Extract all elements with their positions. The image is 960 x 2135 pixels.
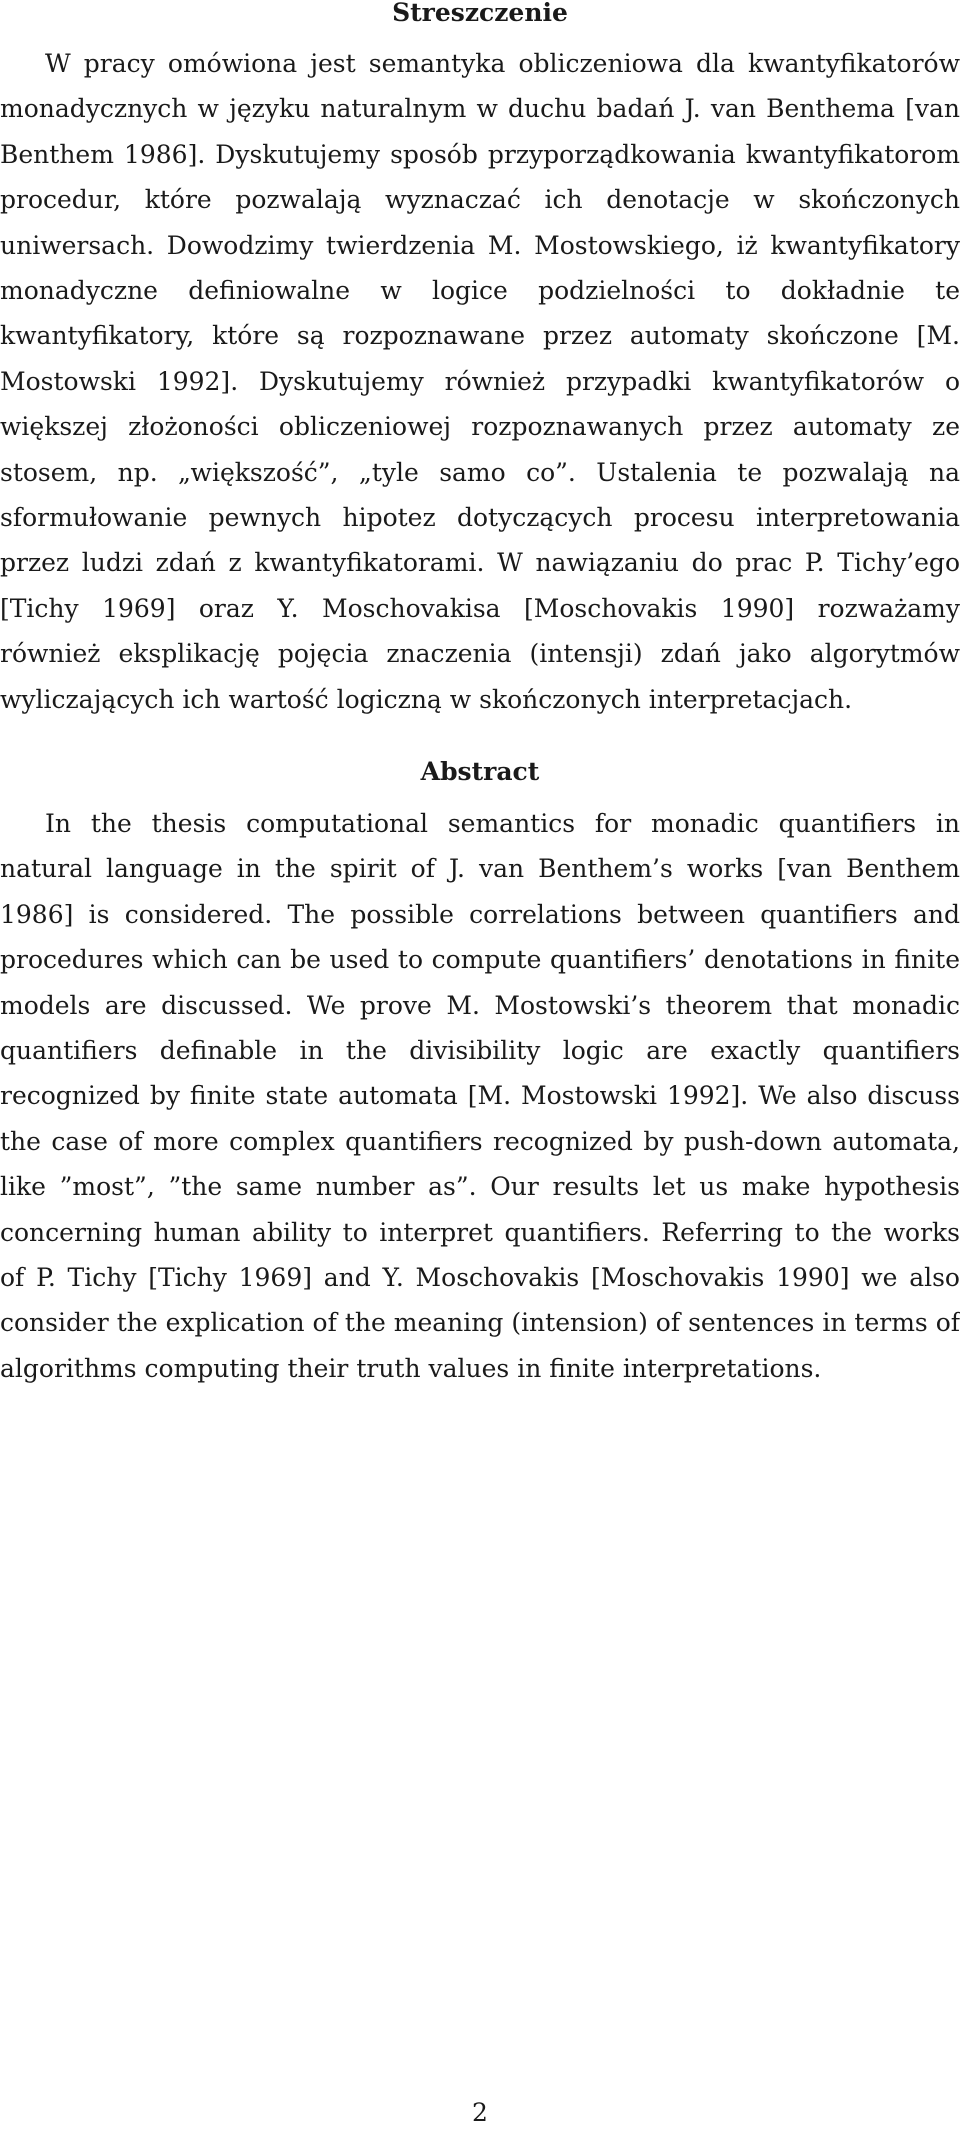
- section-body-streszczenie: W pracy omówiona jest semantyka obliczeniowa dla kwantyfikatorów monadycznych w języku naturalnym w duchu badań J. van Benthema [van Benthem 1986]. Dyskutujemy sposób przyporządkowania kwantyfikatorom procedur, które pozwalają wyznaczać ich denotacje w skończonych uniwersach. Dowodzimy twierdzenia M. Mostowskiego, iż kwantyfikatory monadyczne definiowalne w logice podzielności to dokładnie te kwantyfikatory, które są rozpoznawane przez automaty skończone [M. Mostowski 1992]. Dyskutujemy również przypadki kwantyfikatorów o większej złożoności obliczeniowej rozpoznawanych przez automaty ze stosem, np. „większość”, „tyle samo co”. Ustalenia te pozwalają na sformułowanie pewnych hipotez dotyczących procesu interpretowania przez ludzi zdań z kwantyfikatorami. W nawiązaniu do prac P. Tichy’ego [Tichy 1969] oraz Y. Moschovakisa [Moschovakis 1990] rozważamy również eksplikację pojęcia znaczenia (intensji) zdań jako algorytmów wyliczających ich wartość logiczną w skończonych interpretacjach.: [0, 49, 960, 714]
- section-heading-streszczenie: Streszczenie: [392, 0, 568, 27]
- section-heading-abstract: Abstract: [420, 757, 540, 786]
- section-body-abstract: In the thesis computational semantics for monadic quantifiers in natural language in the spirit of J. van Benthem’s works [van Benthem 1986] is considered. The possible correlations between quantifiers and procedures which can be used to compute quantifiers’ denotations in finite models are discussed. We prove M. Mostowski’s theorem that monadic quantifiers definable in the divisibility logic are exactly quantifiers recognized by finite state automata [M. Mostowski 1992]. We also discuss the case of more complex quantifiers recognized by push-down automata, like ”most”, ”the same number as”. Our results let us make hypothesis concerning human ability to interpret quantifiers. Referring to the works of P. Tichy [Tichy 1969] and Y. Moschovakis [Moschovakis 1990] we also consider the explication of the meaning (intension) of sentences in terms of algorithms computing their truth values in finite interpretations.: [0, 809, 960, 1383]
- page-number: 2: [472, 2098, 488, 2127]
